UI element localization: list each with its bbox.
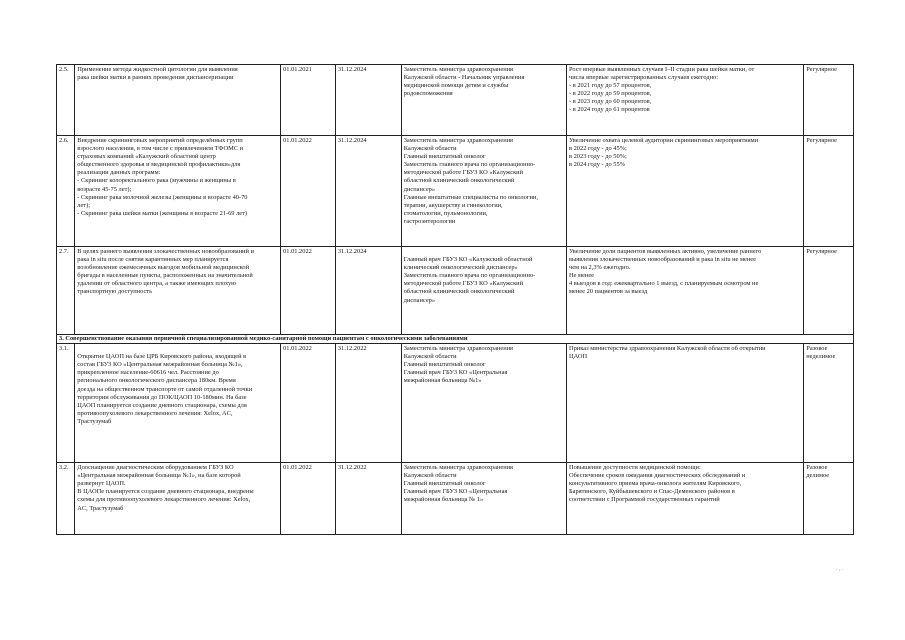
responsible-line: методической работе ГБУЗ КО «Калужский <box>403 280 524 288</box>
result-line: Увеличение охвата целевой аудитории скрининговых мероприятиями <box>569 137 759 144</box>
responsible-line: Заместитель министра здравоохранения <box>403 137 513 144</box>
measure-line: территории обслуживания до ПОК/ЦАОП 10-180мин. На базе <box>77 393 247 401</box>
responsible-line: Главный внештатный онколог <box>403 480 486 488</box>
periodicity-line: Разовое <box>806 345 828 353</box>
result-line: Повышение доступности медицинской помощи: <box>569 464 701 472</box>
action-plan-table <box>56 64 854 535</box>
measure-line: схемы для противоопухолевого лекарственного лечения: Xelox, <box>77 496 251 504</box>
result-line: числа впервые зарегистрированных случаев ежегодно: <box>569 74 718 82</box>
result-line: в 2024 году - до 55% <box>569 161 625 169</box>
measure-line: рака шейки матки в ранних проведения диспансеризации <box>77 74 234 82</box>
result-line: чем на 2,3% ежегодно. <box>569 264 631 272</box>
periodicity-line: Регулярное <box>806 66 837 73</box>
responsible-line: Заместитель министра здравоохранения <box>403 66 513 73</box>
result-cell <box>567 136 804 247</box>
measure-cell <box>75 65 281 136</box>
responsible-line: методической работе ГБУЗ КО «Калужский <box>403 169 524 177</box>
result-line: Рост впервые выявленных случаев I–II стадии рака шейки матки, от <box>569 66 755 73</box>
result-line: ЦАОП <box>569 353 588 361</box>
result-line: - в 2024 году до 61 процентов <box>569 106 650 114</box>
measure-line: Трастузумаб <box>77 417 112 425</box>
scan-artifact-marks: . , . <box>836 566 844 572</box>
responsible-line: Калужской области <box>403 472 457 480</box>
responsible-line: Главный внештатный онколог <box>403 153 486 161</box>
responsible-line: гастроэнтерологии <box>403 217 456 225</box>
row-number: 2.7. <box>57 247 75 335</box>
measure-line: удалении от областного центра, а также имеющих плохую <box>77 280 236 288</box>
table-row <box>57 136 854 247</box>
responsible-line: медицинской помощи детям и службы <box>403 82 509 90</box>
row-number: 3.2. <box>57 463 75 535</box>
responsible-cell <box>401 344 566 463</box>
measure-line: возрасте 45-75 лет); <box>77 185 132 193</box>
result-line: - в 2023 году до 60 процентов, <box>569 98 652 106</box>
result-line: Увеличение доли пациентов выявленных активно, увеличение раннего <box>569 248 762 255</box>
measure-line: транспортную доступность <box>77 288 153 296</box>
result-line: - в 2021 году до 57 процентов, <box>569 82 652 90</box>
result-cell <box>567 463 804 535</box>
result-line: Не менее <box>569 272 595 280</box>
measure-line <box>77 345 278 353</box>
measure-line: В целях раннего выявления злокачественных новообразований и <box>77 248 254 255</box>
row-number: 2.5. <box>57 65 75 136</box>
table-row <box>57 65 854 136</box>
periodicity-line: неделимое <box>806 353 836 361</box>
row-number: 2.6. <box>57 136 75 247</box>
measure-line: страховых компаний «Калужский областной центр <box>77 153 216 161</box>
measure-line: регионального онкологического диспансера 180км. Время <box>77 377 236 385</box>
periodicity-cell <box>804 136 854 247</box>
section-header-row <box>57 335 854 344</box>
responsible-line: Главный внештатный онколог <box>403 361 486 369</box>
result-line: в 2023 году - до 50%; <box>569 153 627 161</box>
measure-cell <box>75 247 281 335</box>
measure-line: - Скрининг колоректального рака (мужчины и женщины в <box>77 177 236 185</box>
start-date: 01.01.2022 <box>281 247 336 335</box>
end-date: 31.12.2024 <box>335 247 401 335</box>
result-line: Обеспечение сроков ожидания диагностических обследований и <box>569 472 746 480</box>
result-line: Приказ министерства здравоохранения Калужской области об открытии <box>569 345 766 353</box>
measure-cell <box>75 136 281 247</box>
table-row <box>57 344 854 463</box>
result-line: соответствии с Программой государственных гарантий <box>569 496 720 504</box>
measure-line: противоопухолевого лекарственного лечения: Xelox, AC, <box>77 409 233 417</box>
measure-line: AC, Трастузумаб <box>77 504 124 512</box>
result-line: выявления злокачественных новообразований и рака in situ не менее <box>569 256 756 264</box>
responsible-line: диспансер» <box>403 296 436 304</box>
measure-line: Внедрение скрининговых мероприятий определённых групп <box>77 137 243 144</box>
row-number: 3.1. <box>57 344 75 463</box>
responsible-line: Заместитель министра здравоохранения <box>403 345 513 353</box>
responsible-line: межрайонная больница №1» <box>403 377 482 385</box>
end-date: 31.12.2022 <box>335 463 401 535</box>
result-cell <box>567 65 804 136</box>
result-line: менее 20 пациентов за выезд <box>569 288 648 296</box>
measure-line: Открытие ЦАОП на базе ЦРБ Кировского района, входящей в <box>77 353 247 361</box>
periodicity-cell <box>804 463 854 535</box>
measure-line: взрослого населения, в том числе с привлечением ТФОМС и <box>77 145 244 153</box>
responsible-line: клинический онкологический диспансер» <box>403 264 518 272</box>
periodicity-cell <box>804 65 854 136</box>
measure-line: Применение метода жидкостной цитологии для выявления <box>77 66 238 73</box>
result-line: - в 2022 году до 59 процентов, <box>569 90 652 98</box>
responsible-line: областной клинический онкологический <box>403 177 515 185</box>
responsible-line: Заместитель министра здравоохранения <box>403 464 513 472</box>
measure-line: В ЦАОПе планируется создание дневного стационара, внедрены <box>77 488 254 496</box>
responsible-line: диспансер» <box>403 185 436 193</box>
periodicity-line: делимое <box>806 472 830 480</box>
responsible-line: Главный врач ГБУЗ КО «Центральная <box>403 488 508 496</box>
responsible-cell <box>401 247 566 335</box>
result-cell <box>567 247 804 335</box>
measure-line: рака in situ после снятия карантинных мер планируется <box>77 256 229 264</box>
result-line: 4 выездов в год: ежеквартально 1 выезд, с планируемым осмотром не <box>569 280 759 288</box>
periodicity-cell <box>804 344 854 463</box>
start-date: 01.01.2022 <box>281 463 336 535</box>
start-date: 01.01.2022 <box>281 136 336 247</box>
measure-cell <box>75 344 281 463</box>
responsible-line: Главный врач ГБУЗ КО «Калужский областной <box>403 256 533 264</box>
measure-line: возобновление ежемесячных выездов мобильной медицинской <box>77 264 250 272</box>
start-date: 01.01.2022 <box>281 344 336 463</box>
measure-line: реализации данных программ: <box>77 169 161 177</box>
result-cell <box>567 344 804 463</box>
responsible-line: Заместитель главного врача по организационно- <box>403 161 536 169</box>
end-date: 31.12.2024 <box>335 65 401 136</box>
result-line: в 2022 году - до 45%; <box>569 145 627 153</box>
measure-line: доезда на общественном транспорте от самой отдаленной точки <box>77 385 253 393</box>
responsible-line: Главные внештатные специалисты по онкологии, <box>403 193 538 201</box>
responsible-cell <box>401 136 566 247</box>
measure-line: «Центральная межрайонная больница №1», на базе которой <box>77 472 241 480</box>
measure-line: прикрепленное население-60616 чел. Расстояние до <box>77 369 219 377</box>
measure-line: общественного здоровья и медицинской профилактики»для <box>77 161 241 169</box>
periodicity-line: Регулярное <box>806 137 837 144</box>
responsible-line: Калужской области <box>403 145 457 153</box>
periodicity-line: Разовое <box>806 464 828 472</box>
table-row <box>57 247 854 335</box>
responsible-line: межрайонная больница № 1» <box>403 496 484 504</box>
responsible-line: Калужской области - Начальник управления <box>403 74 525 82</box>
measure-line: - Скрининг рака шейки матки (женщины в возрасте 21-69 лет) <box>77 209 248 217</box>
responsible-cell <box>401 463 566 535</box>
responsible-line: терапии, акушерству и гинекологии, <box>403 201 503 209</box>
responsible-line <box>404 248 564 256</box>
responsible-line: стоматологии, пульмонологии, <box>403 209 488 217</box>
table-row <box>57 463 854 535</box>
measure-line: - Скрининг рака молочной железы (женщины в возрасте 40-70 <box>77 193 248 201</box>
periodicity-cell <box>804 247 854 335</box>
responsible-line: областной клинический онкологический <box>403 288 515 296</box>
start-date: 01.01.2021 <box>281 65 336 136</box>
measure-line: ЦАОП планируется создание дневного стационара, схемы для <box>77 401 247 409</box>
end-date: 31.12.2024 <box>335 136 401 247</box>
responsible-line: родовспоможения <box>403 90 453 98</box>
result-line: консультативного приема врача-онколога жителям Кировского, <box>569 480 742 488</box>
responsible-cell <box>401 65 566 136</box>
responsible-line: Заместитель главного врача по организационно- <box>403 272 536 280</box>
measure-line: состав ГБУЗ КО «Центральная межрайонная больница №1», <box>77 361 243 369</box>
responsible-line: Главный врач ГБУЗ КО «Центральная <box>403 369 508 377</box>
end-date: 31.12.2022 <box>335 344 401 463</box>
measure-line: бригады в населенные пункты, расположенных на значительной <box>77 272 253 280</box>
measure-line: развернут ЦАОП. <box>77 480 126 488</box>
measure-cell <box>75 463 281 535</box>
result-line: Барятинского, Куйбышевского и Спас-Деменского районов в <box>569 488 735 496</box>
responsible-line: Калужской области <box>403 353 457 361</box>
periodicity-line: Регулярное <box>806 248 837 255</box>
section-title: 3. Совершенствование оказания первичной специализированной медико-санитарной помощи пациентам с онкологическими заболеваниями <box>57 335 854 344</box>
measure-line: Дооснащение диагностическим оборудованием ГБУЗ КО <box>77 464 234 472</box>
measure-line: лет); <box>77 201 90 209</box>
